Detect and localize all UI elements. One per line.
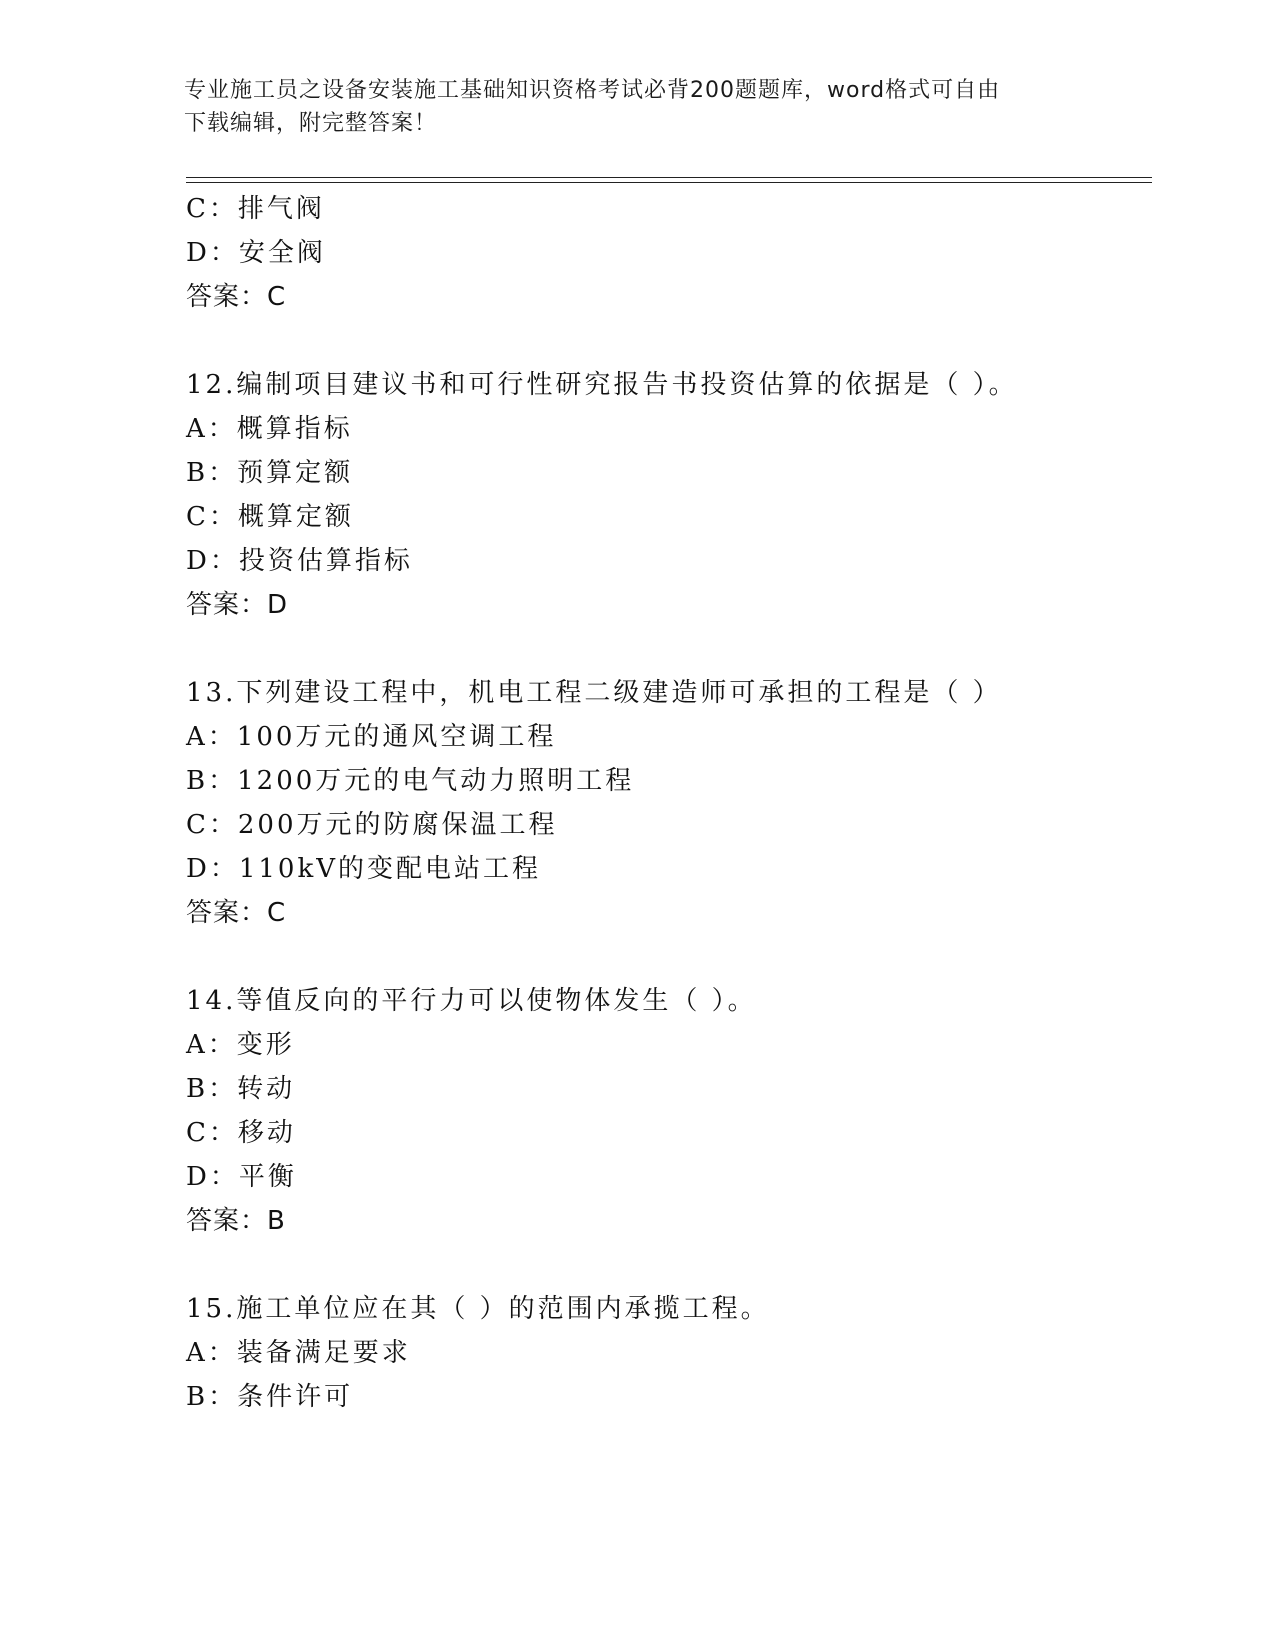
q14-option-b: B：转动 <box>186 1074 296 1104</box>
q13-option-d: D：110kV的变配电站工程 <box>186 854 542 884</box>
q14-stem: 14.等值反向的平行力可以使物体发生（ ）。 <box>186 986 757 1016</box>
q12-option-a: A：概算指标 <box>186 414 353 444</box>
header-divider-bottom <box>186 182 1152 183</box>
q13-option-c: C：200万元的防腐保温工程 <box>186 810 558 840</box>
q14-answer: 答案：B <box>186 1206 286 1236</box>
q12-option-d: D：投资估算指标 <box>186 546 413 576</box>
header-line-1: 专业施工员之设备安装施工基础知识资格考试必背200题题库，word格式可自由 <box>184 78 1001 103</box>
q12-answer: 答案：D <box>186 590 289 620</box>
q13-stem: 13.下列建设工程中，机电工程二级建造师可承担的工程是（ ） <box>186 678 1002 708</box>
q11-option-d: D：安全阀 <box>186 238 326 268</box>
q13-answer: 答案：C <box>186 898 287 928</box>
q14-option-d: D：平衡 <box>186 1162 297 1192</box>
header-divider-top <box>186 177 1152 178</box>
q14-option-c: C：移动 <box>186 1118 296 1148</box>
q11-answer: 答案：C <box>186 282 287 312</box>
q15-option-a: A：装备满足要求 <box>186 1338 411 1368</box>
q11-option-c: C：排气阀 <box>186 194 325 224</box>
q12-option-b: B：预算定额 <box>186 458 354 488</box>
header-line-2: 下载编辑，附完整答案！ <box>184 111 438 136</box>
q13-option-a: A：100万元的通风空调工程 <box>186 722 557 752</box>
q13-option-b: B：1200万元的电气动力照明工程 <box>186 766 635 796</box>
q15-stem: 15.施工单位应在其（ ）的范围内承揽工程。 <box>186 1294 770 1324</box>
q14-option-a: A：变形 <box>186 1030 295 1060</box>
q12-option-c: C：概算定额 <box>186 502 354 532</box>
q12-stem: 12.编制项目建议书和可行性研究报告书投资估算的依据是（ ）。 <box>186 370 1018 400</box>
q15-option-b: B：条件许可 <box>186 1382 354 1412</box>
page-header <box>184 74 1064 140</box>
